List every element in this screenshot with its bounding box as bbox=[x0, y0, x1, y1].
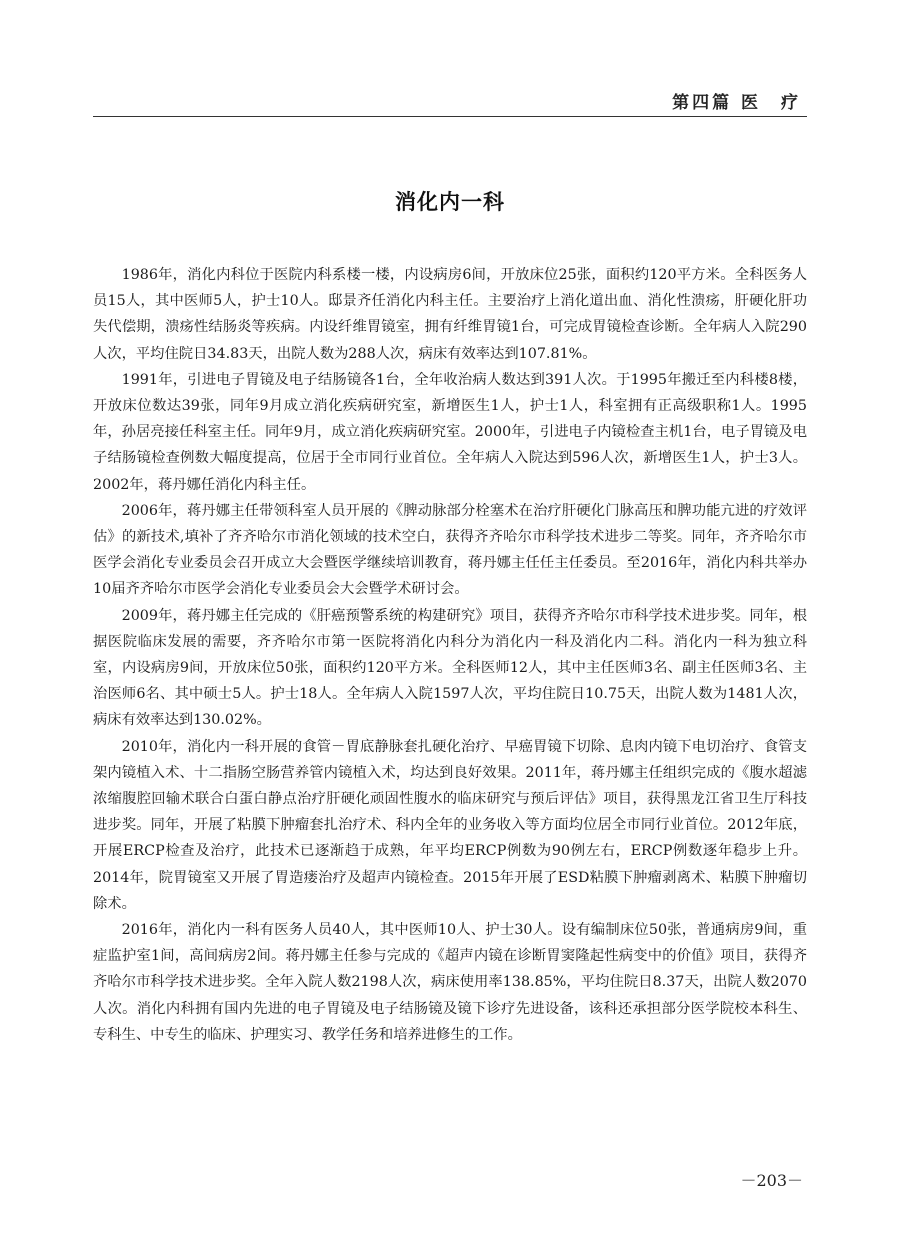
paragraph-2006: 2006年，蒋丹娜主任带领科室人员开展的《脾动脉部分栓塞术在治疗肝硬化门脉高压和脾功能亢进的疗效评估》的新技术,填补了齐齐哈尔市消化领域的技术空白，获得齐齐哈尔市科学技术进步二等奖。同年，齐齐哈尔市医学会消化专业委员会召开成立大会暨医学继续培训教育，蒋丹娜主任任主任委员。至2016年，消化内科共举办10届齐齐哈尔市医学会消化专业委员会大会暨学术研讨会。 bbox=[93, 502, 807, 598]
paragraph-2016: 2016年，消化内一科有医务人员40人，其中医师10人、护士30人。设有编制床位50张，普通病房9间，重症监护室1间，高间病房2间。蒋丹娜主任参与完成的《超声内镜在诊断胃窦隆起性病变中的价值》项目，获得齐齐哈尔市科学技术进步奖。全年入院人数2198人次，病床使用率138.85%，平均住院日8.37天，出院人数2070人次。消化内科拥有国内先进的电子胃镜及电子结肠镜及镜下诊疗先进设备，该科还承担部分医学院校本科生、专科生、中专生的临床、护理实习、教学任务和培养进修生的工作。 bbox=[93, 922, 807, 1043]
paragraph-2010: 2010年，消化内一科开展的食管－胃底静脉套扎硬化治疗、早癌胃镜下切除、息肉内镜下电切治疗、食管支架内镜植入术、十二指肠空肠营养管内镜植入术，均达到良好效果。2011年，蒋丹娜主任组织完成的《腹水超滤浓缩腹腔回输术联合白蛋白静点治疗肝硬化顽固性腹水的临床研究与预后评估》项目，获得黑龙江省卫生厅科技进步奖。同年，开展了粘膜下肿瘤套扎治疗术、科内全年的业务收入等方面均位居全市同行业首位。2012年底，开展ERCP检查及治疗，此技术已逐渐趋于成熟，年平均ERCP例数为90例左右，ERCP例数逐年稳步上升。2014年，院胃镜室又开展了胃造瘘治疗及超声内镜检查。2015年开展了ESD粘膜下肿瘤剥离术、粘膜下肿瘤切除术。 bbox=[93, 738, 807, 912]
paragraph-1986: 1986年，消化内科位于医院内科系楼一楼，内设病房6间，开放床位25张，面积约120平方米。全科医务人员15人，其中医师5人，护士10人。邸景齐任消化内科主任。主要治疗上消化道出血、消化性溃疡，肝硬化肝功失代偿期，溃疡性结肠炎等疾病。内设纤维胃镜室，拥有纤维胃镜1台，可完成胃镜检查诊断。全年病人入院290人次，平均住院日34.83天，出院人数为288人次，病床有效率达到107.81%。 bbox=[93, 267, 807, 362]
paragraph-1991: 1991年，引进电子胃镜及电子结肠镜各1台，全年收治病人数达到391人次。于1995年搬迁至内科楼8楼，开放床位数达39张，同年9月成立消化疾病研究室，新增医生1人，护士1人，科室拥有正高级职称1人。1995年，孙居亮接任科室主任。同年9月，成立消化疾病研究室。2000年，引进电子内镜检查主机1台，电子胃镜及电子结肠镜检查例数大幅度提高，位居于全市同行业首位。全年病人入院达到596人次，新增医生1人，护士3人。2002年，蒋丹娜任消化内科主任。 bbox=[93, 371, 807, 493]
running-head bbox=[93, 86, 807, 117]
page-number: －203－ bbox=[740, 1171, 803, 1190]
body-text bbox=[93, 262, 807, 1048]
page-title: 消化内一科 bbox=[395, 190, 505, 214]
section-label: 第四篇 医 疗 bbox=[672, 93, 801, 113]
paragraph-2009: 2009年，蒋丹娜主任完成的《肝癌预警系统的构建研究》项目，获得齐齐哈尔市科学技术进步奖。同年，根据医院临床发展的需要，齐齐哈尔市第一医院将消化内科分为消化内一科及消化内二科。消化内一科为独立科室，内设病房9间，开放床位50张，面积约120平方米。全科医师12人，其中主任医师3名、副主任医师3名、主治医师6名、其中硕士5人。护士18人。全年病人入院1597人次，平均住院日10.75天，出院人数为1481人次，病床有效率达到130.02%。 bbox=[93, 607, 807, 729]
